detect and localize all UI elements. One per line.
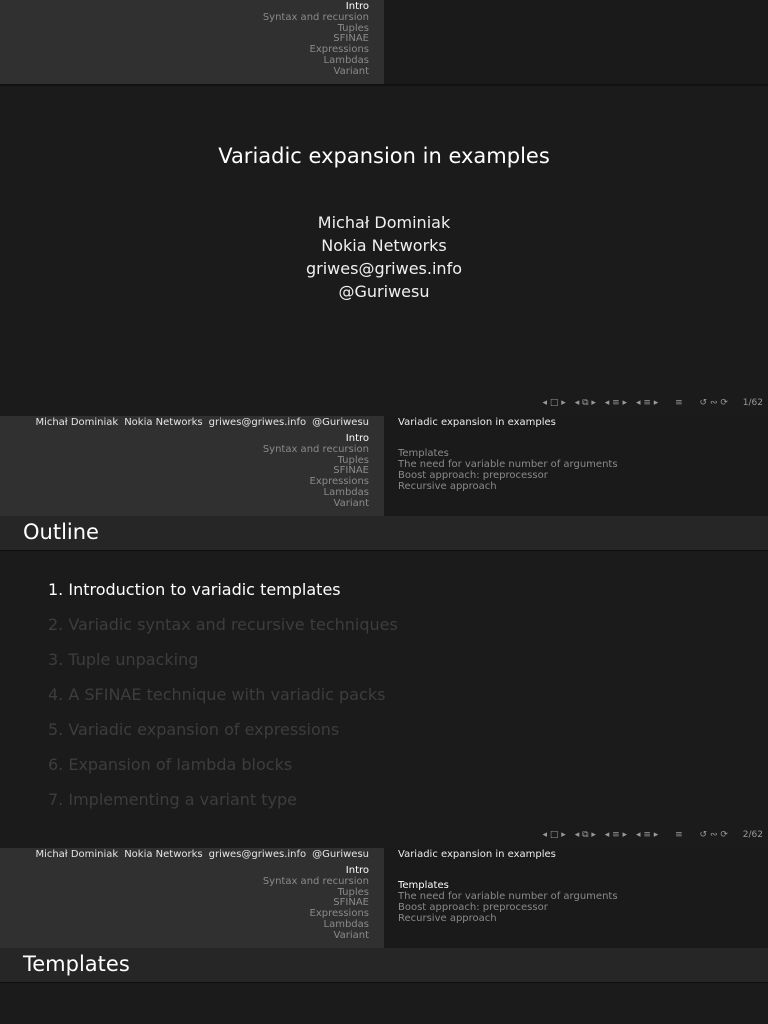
slide3-frame-title-bar xyxy=(0,948,768,983)
section-nav-icon[interactable]: ◂ ≡ ▸ xyxy=(604,398,628,408)
outline-item[interactable]: 5. Variadic expansion of expressions xyxy=(48,720,340,739)
section-link-expressions[interactable]: Expressions xyxy=(309,476,369,488)
section-link-sfinae[interactable]: SFINAE xyxy=(333,33,369,45)
slide1-navigation xyxy=(537,398,763,412)
section-link-lambdas[interactable]: Lambdas xyxy=(323,486,369,498)
subsection2-nav-icon[interactable]: ◂ ≡ ▸ xyxy=(635,398,659,408)
section-link-variant[interactable]: Variant xyxy=(333,929,369,941)
section-link-intro[interactable]: Intro xyxy=(345,865,369,876)
section-link-lambdas[interactable]: Lambdas xyxy=(323,54,369,66)
slide3-header-right xyxy=(384,848,768,948)
header-presentation-title: Variadic expansion in examples xyxy=(398,849,556,860)
outline-item[interactable]: 1. Introduction to variadic templates xyxy=(48,580,341,599)
section-link-sfinae[interactable]: SFINAE xyxy=(333,465,369,477)
subsection-link-boost[interactable]: Boost approach: preprocessor xyxy=(398,469,548,481)
section-link-expressions[interactable]: Expressions xyxy=(309,908,369,920)
subsection-link-recursive[interactable]: Recursive approach xyxy=(398,480,497,492)
author-handle: @Guriwesu xyxy=(338,282,430,301)
section-link-intro[interactable]: Intro xyxy=(345,433,369,444)
slide-title: Variadic expansion in examples xyxy=(218,144,550,168)
document-nav-icon[interactable]: ≡ xyxy=(675,398,683,408)
section-link-syntax[interactable]: Syntax and recursion xyxy=(262,443,369,455)
section-link-expressions[interactable]: Expressions xyxy=(309,44,369,56)
outline-item[interactable]: 7. Implementing a variant type xyxy=(48,790,298,809)
outline-item[interactable]: 6. Expansion of lambda blocks xyxy=(48,755,293,774)
header-presentation-title: Variadic expansion in examples xyxy=(398,417,556,428)
slide2-frame-title-bar xyxy=(0,516,768,551)
section-link-variant[interactable]: Variant xyxy=(333,497,369,509)
subsection-link-boost[interactable]: Boost approach: preprocessor xyxy=(398,901,548,913)
slide2-header-right xyxy=(384,416,768,516)
search-nav-icon[interactable]: ↺ ∾ ⟳ xyxy=(699,398,728,408)
section-link-sfinae[interactable]: SFINAE xyxy=(333,897,369,909)
subsection-nav-icon[interactable]: ◂ ⧉ ▸ xyxy=(574,830,596,840)
subsection-link-need[interactable]: The need for variable number of arguments xyxy=(398,458,618,470)
subsection-link-need[interactable]: The need for variable number of arguments xyxy=(398,890,618,902)
title-slide xyxy=(0,144,768,303)
section-link-syntax[interactable]: Syntax and recursion xyxy=(262,11,369,23)
slide3-header-left xyxy=(0,848,384,948)
section-link-intro[interactable]: Intro xyxy=(345,1,369,12)
author-email: griwes@griwes.info xyxy=(306,259,462,278)
subsection-link-recursive[interactable]: Recursive approach xyxy=(398,912,497,924)
header-author-line: Michał Dominiak Nokia Networks griwes@griwes.info @Guriwesu xyxy=(35,417,369,428)
slide1-header-left xyxy=(0,0,384,84)
slide1-header-shadow xyxy=(0,84,768,86)
slide1-header-right xyxy=(384,0,768,84)
header-author-line: Michał Dominiak Nokia Networks griwes@griwes.info @Guriwesu xyxy=(35,849,369,860)
author-name: Michał Dominiak xyxy=(317,213,451,232)
frame-title: Outline xyxy=(23,520,99,544)
search-nav-icon[interactable]: ↺ ∾ ⟳ xyxy=(699,830,728,840)
page-number: 1/62 xyxy=(742,398,763,408)
subsection-nav-icon[interactable]: ◂ ⧉ ▸ xyxy=(574,398,596,408)
section-link-tuples[interactable]: Tuples xyxy=(337,22,369,34)
frame-title: Templates xyxy=(23,952,130,976)
author-org: Nokia Networks xyxy=(321,236,447,255)
slide2-header-left xyxy=(0,416,384,516)
outline-item[interactable]: 3. Tuple unpacking xyxy=(48,650,199,669)
document-nav-icon[interactable]: ≡ xyxy=(675,830,683,840)
subsection-link-templates[interactable]: Templates xyxy=(398,880,449,891)
subsection-link-templates[interactable]: Templates xyxy=(398,448,449,459)
outline-list xyxy=(48,580,398,825)
outline-item[interactable]: 4. A SFINAE technique with variadic packs xyxy=(48,685,386,704)
slide2-navigation xyxy=(537,830,763,844)
outline-item[interactable]: 2. Variadic syntax and recursive techniques xyxy=(48,615,398,634)
subsection2-nav-icon[interactable]: ◂ ≡ ▸ xyxy=(635,830,659,840)
page-number: 2/62 xyxy=(742,830,763,840)
section-nav-icon[interactable]: ◂ ≡ ▸ xyxy=(604,830,628,840)
section-link-variant[interactable]: Variant xyxy=(333,65,369,77)
frame-nav-icon[interactable]: ◂ □ ▸ xyxy=(542,830,566,840)
section-link-tuples[interactable]: Tuples xyxy=(337,454,369,466)
section-link-syntax[interactable]: Syntax and recursion xyxy=(262,875,369,887)
section-link-tuples[interactable]: Tuples xyxy=(337,886,369,898)
section-link-lambdas[interactable]: Lambdas xyxy=(323,918,369,930)
frame-nav-icon[interactable]: ◂ □ ▸ xyxy=(542,398,566,408)
